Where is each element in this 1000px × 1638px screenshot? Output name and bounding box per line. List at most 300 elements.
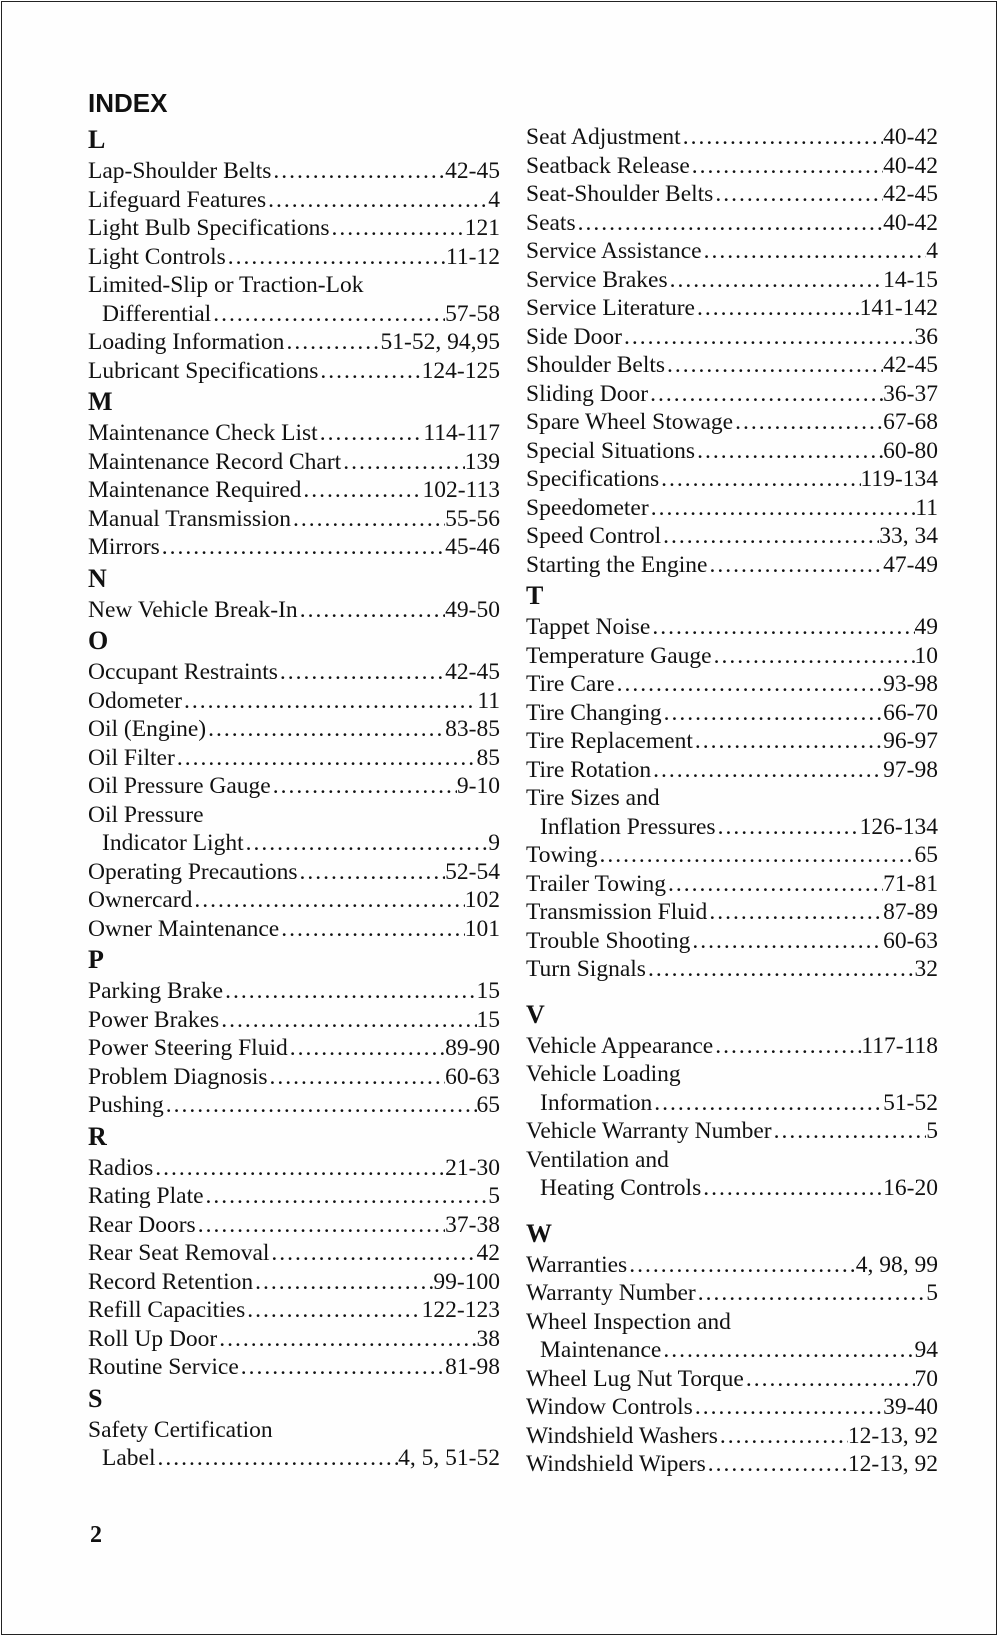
entry-name: Tire Rotation [526, 756, 652, 783]
leader-dots [266, 186, 488, 215]
entry-name: Oil Pressure Gauge [88, 773, 271, 799]
index-letter-heading: P [88, 945, 104, 974]
index-entry [88, 357, 500, 386]
entry-pages: 37-38 [445, 1211, 500, 1238]
index-entry [526, 152, 938, 181]
leader-dots [690, 927, 883, 956]
leader-dots [239, 1353, 445, 1382]
entry-name: Problem Diagnosis [88, 1063, 268, 1090]
entry-pages: 9-10 [456, 773, 500, 799]
entry-pages: 83-85 [445, 716, 500, 742]
index-entry [88, 476, 500, 505]
index-entry [526, 1089, 938, 1118]
leader-dots [271, 772, 457, 801]
leader-dots [716, 813, 860, 842]
entry-pages: 94 [914, 1337, 938, 1363]
index-entry [526, 870, 938, 899]
leader-dots [665, 351, 883, 380]
entry-name: Radios [88, 1154, 154, 1181]
entry-name: Speed Control [526, 523, 662, 549]
section-spacer [526, 984, 938, 998]
index-entry [526, 294, 938, 323]
index-entry [88, 186, 500, 215]
index-entry [88, 1444, 500, 1473]
entry-pages: 15 [476, 978, 500, 1004]
entry-name: Odometer [88, 687, 182, 714]
index-entry-text: Vehicle Loading [526, 1061, 681, 1087]
leader-dots [253, 1268, 433, 1297]
index-entry [526, 123, 938, 152]
entry-pages: 5 [926, 1118, 938, 1144]
entry-pages: 10 [914, 642, 938, 669]
index-letter-heading: L [88, 125, 106, 154]
index-entry [88, 1063, 500, 1092]
index-entry [88, 715, 500, 744]
leader-dots [196, 1211, 445, 1240]
index-entry [526, 1279, 938, 1308]
leader-dots [662, 699, 884, 728]
index-entry [526, 813, 938, 842]
entry-name: Starting the Engine [526, 551, 708, 578]
index-entry [526, 756, 938, 785]
entry-pages: 101 [464, 915, 500, 942]
index-entry [526, 927, 938, 956]
entry-pages: 102-113 [422, 477, 500, 503]
entry-name: Trailer Towing [526, 870, 667, 897]
index-entry-text: Safety Certification [88, 1416, 273, 1443]
entry-name: Speedometer [526, 494, 649, 521]
entry-pages: 38 [476, 1325, 500, 1352]
index-entry [88, 1325, 500, 1354]
entry-pages: 15 [476, 1006, 500, 1033]
index-page [1, 1, 997, 1635]
entry-name: New Vehicle Break-In [88, 596, 298, 623]
entry-name: Trouble Shooting [526, 927, 691, 954]
entry-pages: 40-42 [883, 124, 938, 150]
index-letter-heading: R [88, 1121, 107, 1151]
leader-dots [301, 476, 422, 505]
entry-name: Warranty Number [526, 1280, 696, 1306]
index-entry [88, 744, 500, 773]
entry-name: Window Controls [526, 1394, 693, 1420]
leader-dots [226, 243, 446, 272]
index-entry [526, 670, 938, 699]
index-entry [88, 300, 500, 329]
entry-pages: 49-50 [445, 596, 500, 623]
leader-dots [279, 915, 465, 944]
leader-dots [576, 209, 884, 238]
index-entry [526, 1393, 938, 1422]
index-entry [88, 772, 500, 801]
entry-pages: 119-134 [860, 466, 938, 492]
entry-pages: 4 [926, 238, 938, 264]
index-entry-text: Ventilation and [526, 1146, 669, 1173]
entry-name: Vehicle Warranty Number [526, 1118, 772, 1144]
leader-dots [651, 756, 883, 785]
entry-pages: 99-100 [433, 1268, 500, 1295]
leader-dots [693, 727, 883, 756]
index-entry [88, 1091, 500, 1120]
leader-dots [718, 1422, 848, 1451]
leader-dots [284, 328, 380, 357]
entry-name: Light Bulb Specifications [88, 215, 330, 241]
entry-name: Operating Precautions [88, 858, 298, 885]
index-letter-heading: S [88, 1383, 103, 1413]
leader-dots [211, 300, 445, 329]
leader-dots [695, 294, 860, 323]
entry-pages: 16-20 [883, 1175, 938, 1201]
entry-name: Maintenance Required [88, 477, 302, 503]
entry-name: Windshield Washers [526, 1422, 718, 1449]
index-letter-heading: N [88, 563, 107, 593]
index-letter-heading: W [526, 1218, 552, 1248]
entry-name: Ownercard [88, 887, 193, 913]
index-entry [88, 1268, 500, 1297]
index-entry [88, 1154, 500, 1183]
index-column-right [526, 123, 938, 1479]
leader-dots [772, 1117, 927, 1146]
leader-dots [702, 237, 927, 266]
leader-dots [661, 522, 879, 551]
entry-pages: 11 [477, 687, 500, 714]
leader-dots [278, 658, 445, 687]
index-entry [526, 1174, 938, 1203]
page-title: INDEX [88, 88, 168, 118]
index-entry [526, 898, 938, 927]
entry-name: Rear Seat Removal [88, 1240, 270, 1266]
index-entry [526, 1450, 938, 1479]
entry-name: Light Controls [88, 243, 226, 270]
index-entry [526, 323, 938, 352]
entry-name: Tire Care [526, 671, 615, 697]
entry-pages: 52-54 [445, 858, 500, 885]
entry-pages: 122-123 [421, 1297, 500, 1323]
entry-pages: 117-118 [861, 1032, 938, 1059]
entry-name: Seat Adjustment [526, 124, 681, 150]
entry-pages: 70 [914, 1365, 938, 1392]
index-entry [526, 266, 938, 295]
entry-name: Refill Capacities [88, 1297, 246, 1323]
index-entry [526, 642, 938, 671]
entry-name: Shoulder Belts [526, 352, 666, 378]
entry-name: Maintenance Check List [88, 420, 318, 446]
leader-dots [652, 1089, 883, 1118]
index-entry [526, 209, 938, 238]
entry-pages: 139 [464, 448, 500, 475]
entry-name: Seat-Shoulder Belts [526, 181, 714, 207]
leader-dots [733, 408, 883, 437]
leader-dots [318, 357, 421, 386]
entry-name: Transmission Fluid [526, 899, 708, 925]
leader-dots [597, 841, 914, 870]
index-entry [88, 328, 500, 357]
leader-dots [712, 642, 915, 671]
leader-dots [615, 670, 884, 699]
index-entry [88, 915, 500, 944]
entry-pages: 124-125 [421, 357, 500, 384]
entry-pages: 60-63 [883, 927, 938, 954]
entry-pages: 36 [914, 323, 938, 350]
index-entry [88, 243, 500, 272]
index-entry [88, 1034, 500, 1063]
entry-pages: 57-58 [445, 300, 500, 327]
entry-name: Tire Changing [526, 699, 662, 726]
entry-pages: 4, 5, 51-52 [398, 1445, 500, 1471]
index-letter-heading: O [88, 626, 109, 655]
index-entry [526, 1117, 938, 1146]
leader-dots [695, 437, 883, 466]
leader-dots [330, 214, 465, 243]
entry-name: Tappet Noise [526, 614, 651, 640]
index-entry [88, 687, 500, 716]
index-entry [526, 1365, 938, 1394]
index-entry [526, 522, 938, 551]
leader-dots [182, 687, 477, 716]
entry-name: Label [102, 1445, 156, 1471]
index-entry [88, 858, 500, 887]
entry-pages: 93-98 [883, 671, 938, 697]
index-column-left [88, 123, 500, 1473]
leader-dots [706, 1450, 848, 1479]
index-entry [526, 180, 938, 209]
index-entry [88, 977, 500, 1006]
entry-pages: 12-13, 92 [847, 1422, 938, 1449]
leader-dots [175, 744, 477, 773]
entry-name: Inflation Pressures [540, 813, 716, 840]
entry-name: Mirrors [88, 534, 160, 560]
entry-name: Seatback Release [526, 152, 690, 179]
index-entry [88, 596, 500, 625]
entry-name: Vehicle Appearance [526, 1032, 714, 1059]
leader-dots [701, 1174, 883, 1203]
entry-pages: 89-90 [445, 1035, 500, 1061]
entry-pages: 33, 34 [879, 523, 938, 549]
index-entry [526, 613, 938, 642]
entry-pages: 12-13, 92 [847, 1451, 938, 1477]
entry-pages: 51-52, 94,95 [380, 329, 500, 355]
leader-dots [271, 157, 445, 186]
entry-name: Rear Doors [88, 1211, 196, 1238]
entry-pages: 4 [488, 186, 500, 213]
entry-name: Information [540, 1089, 653, 1116]
entry-name: Spare Wheel Stowage [526, 409, 734, 435]
entry-pages: 102 [464, 887, 500, 913]
leader-dots [666, 870, 883, 899]
page-number: 2 [90, 1522, 102, 1548]
index-entry [88, 1239, 500, 1268]
entry-name: Manual Transmission [88, 505, 292, 532]
entry-pages: 51-52 [883, 1089, 938, 1116]
entry-name: Differential [102, 300, 212, 327]
index-entry [88, 505, 500, 534]
entry-name: Service Literature [526, 295, 695, 321]
leader-dots [341, 448, 465, 477]
leader-dots [244, 829, 489, 858]
index-entry [88, 829, 500, 858]
entry-name: Oil Filter [88, 744, 175, 771]
entry-name: Roll Up Door [88, 1325, 218, 1352]
entry-pages: 47-49 [883, 551, 938, 578]
index-entry [88, 157, 500, 186]
entry-pages: 21-30 [445, 1154, 500, 1181]
index-entry [88, 533, 500, 562]
entry-name: Warranties [526, 1251, 628, 1278]
index-entry [526, 1251, 938, 1280]
entry-pages: 71-81 [883, 870, 938, 897]
leader-dots [696, 1279, 927, 1308]
entry-name: Occupant Restraints [88, 659, 278, 685]
leader-dots [627, 1251, 856, 1280]
entry-name: Wheel Lug Nut Torque [526, 1365, 744, 1392]
index-entry [526, 494, 938, 523]
leader-dots [297, 858, 445, 887]
leader-dots [223, 977, 476, 1006]
index-entry [88, 448, 500, 477]
index-entry [88, 886, 500, 915]
entry-pages: 39-40 [883, 1394, 938, 1420]
leader-dots [164, 1091, 477, 1120]
entry-name: Pushing [88, 1092, 164, 1118]
leader-dots [690, 152, 883, 181]
index-letter-heading: V [526, 999, 545, 1029]
leader-dots [153, 1154, 445, 1183]
leader-dots [649, 494, 916, 523]
index-entry-text: Wheel Inspection and [526, 1308, 731, 1335]
index-entry [526, 1422, 938, 1451]
index-entry [526, 727, 938, 756]
index-letter-heading: T [526, 581, 544, 610]
entry-pages: 96-97 [883, 728, 938, 754]
leader-dots [650, 613, 914, 642]
entry-pages: 65 [476, 1092, 500, 1118]
entry-name: Maintenance Record Chart [88, 448, 342, 475]
leader-dots [693, 1393, 883, 1422]
entry-name: Seats [526, 209, 576, 236]
entry-name: Owner Maintenance [88, 915, 280, 942]
index-entry-text: Tire Sizes and [526, 785, 660, 811]
leader-dots [681, 123, 883, 152]
entry-pages: 121 [464, 215, 500, 241]
entry-name: Windshield Wipers [526, 1451, 706, 1477]
entry-pages: 14-15 [883, 266, 938, 293]
index-entry [88, 1182, 500, 1211]
entry-pages: 5 [488, 1183, 500, 1209]
leader-dots [245, 1296, 421, 1325]
leader-dots [713, 1032, 861, 1061]
entry-name: Special Situations [526, 437, 696, 464]
index-entry [88, 1211, 500, 1240]
index-entry [526, 551, 938, 580]
entry-pages: 42-45 [445, 659, 500, 685]
entry-pages: 114-117 [423, 420, 500, 446]
entry-pages: 49 [914, 614, 938, 640]
leader-dots [269, 1239, 476, 1268]
entry-pages: 9 [488, 830, 500, 856]
index-entry [526, 699, 938, 728]
entry-name: Tire Replacement [526, 728, 693, 754]
leader-dots [648, 380, 883, 409]
index-entry [88, 1006, 500, 1035]
entry-pages: 66-70 [883, 699, 938, 726]
index-entry [88, 658, 500, 687]
index-entry [526, 237, 938, 266]
leader-dots [707, 551, 883, 580]
entry-pages: 42 [476, 1240, 500, 1266]
leader-dots [219, 1006, 476, 1035]
index-entry [526, 841, 938, 870]
entry-pages: 5 [926, 1280, 938, 1306]
entry-pages: 4, 98, 99 [855, 1251, 938, 1278]
leader-dots [713, 180, 883, 209]
leader-dots [659, 465, 860, 494]
leader-dots [268, 1063, 446, 1092]
index-entry [526, 351, 938, 380]
entry-name: Sliding Door [526, 380, 649, 407]
leader-dots [298, 596, 445, 625]
entry-name: Indicator Light [102, 830, 244, 856]
index-entry [88, 1296, 500, 1325]
entry-pages: 60-80 [883, 437, 938, 464]
entry-pages: 126-134 [859, 813, 938, 840]
entry-name: Maintenance [540, 1337, 662, 1363]
entry-name: Power Steering Fluid [88, 1035, 288, 1061]
entry-name: Lubricant Specifications [88, 357, 319, 384]
entry-pages: 42-45 [883, 181, 938, 207]
entry-pages: 67-68 [883, 409, 938, 435]
index-entry-text: Oil Pressure [88, 801, 204, 828]
entry-name: Service Assistance [526, 238, 702, 264]
entry-name: Loading Information [88, 329, 285, 355]
entry-name: Record Retention [88, 1268, 254, 1295]
entry-pages: 81-98 [445, 1354, 500, 1380]
entry-name: Routine Service [88, 1354, 239, 1380]
entry-pages: 42-45 [883, 352, 938, 378]
entry-name: Rating Plate [88, 1183, 204, 1209]
leader-dots [288, 1034, 445, 1063]
index-entry [526, 955, 938, 984]
entry-name: Power Brakes [88, 1006, 220, 1033]
index-entry-text: Limited-Slip or Traction-Lok [88, 272, 364, 298]
entry-pages: 11-12 [446, 243, 500, 270]
leader-dots [668, 266, 884, 295]
entry-pages: 87-89 [883, 899, 938, 925]
entry-name: Temperature Gauge [526, 642, 712, 669]
entry-pages: 40-42 [883, 209, 938, 236]
section-spacer [526, 1203, 938, 1217]
leader-dots [744, 1365, 915, 1394]
entry-pages: 36-37 [883, 380, 938, 407]
entry-name: Lifeguard Features [88, 186, 267, 213]
index-entry [526, 408, 938, 437]
leader-dots [156, 1444, 399, 1473]
leader-dots [318, 419, 424, 448]
index-entry [526, 380, 938, 409]
index-letter-heading: M [88, 387, 113, 416]
leader-dots [206, 715, 445, 744]
index-entry [526, 437, 938, 466]
index-entry [526, 465, 938, 494]
entry-pages: 60-63 [445, 1063, 500, 1090]
entry-name: Heating Controls [540, 1175, 702, 1201]
entry-pages: 141-142 [859, 295, 938, 321]
entry-pages: 85 [476, 744, 500, 771]
index-entry [526, 1032, 938, 1061]
index-entry [88, 214, 500, 243]
index-entry [526, 1336, 938, 1365]
leader-dots [707, 898, 883, 927]
entry-name: Side Door [526, 323, 622, 350]
leader-dots [646, 955, 915, 984]
